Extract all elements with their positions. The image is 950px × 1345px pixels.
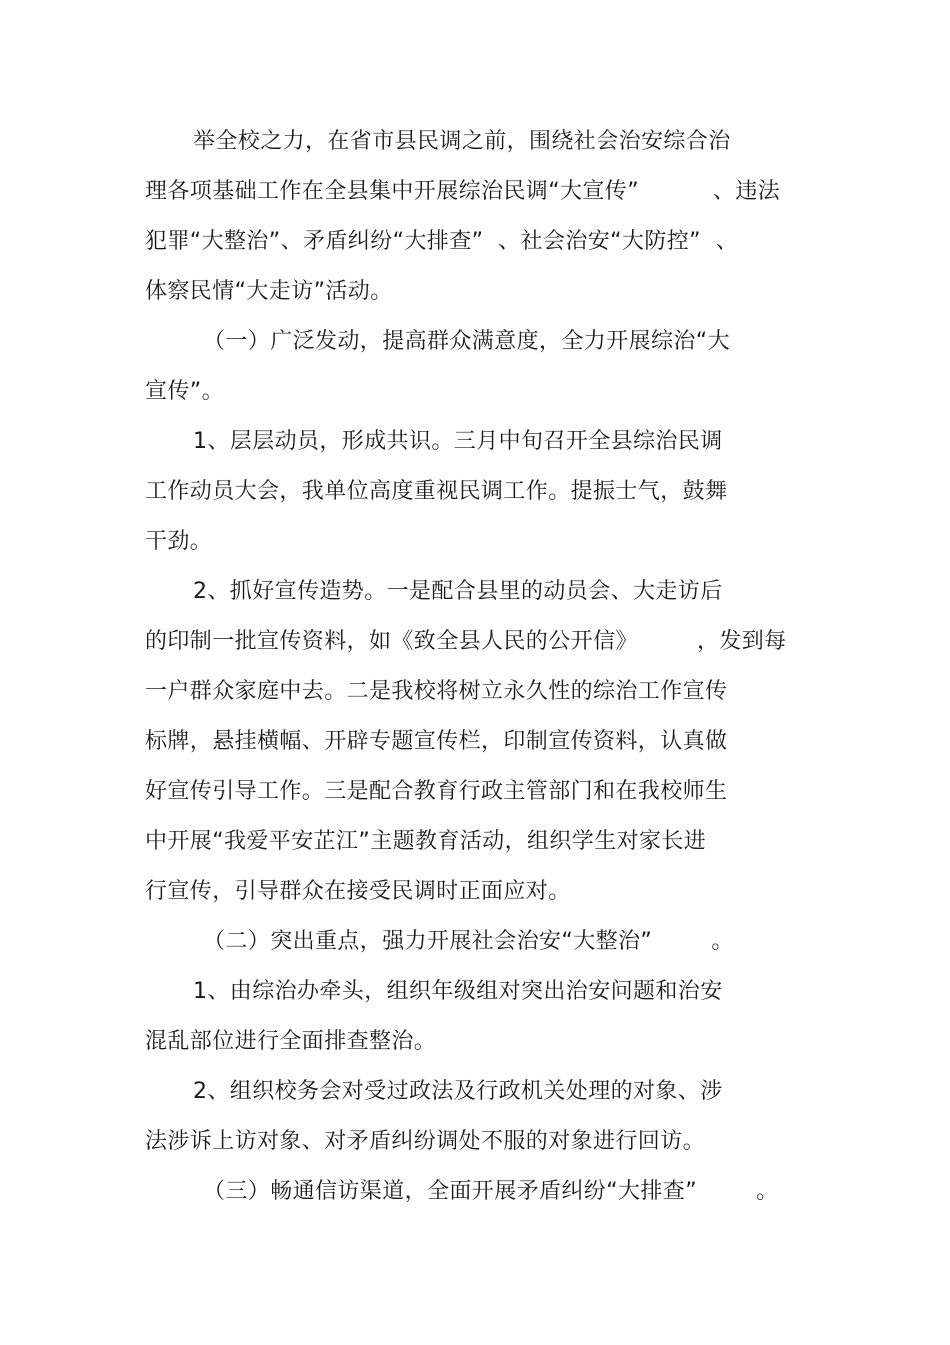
paragraph-line: 干劲。 <box>145 529 213 554</box>
paragraph-line: 标牌，悬挂横幅、开辟专题宣传栏，印制宣传资料，认真做 <box>145 729 728 754</box>
paragraph-line: 好宣传引导工作。三是配合教育行政主管部门和在我校师生 <box>145 779 728 804</box>
paragraph-line: 举全校之力，在省市县民调之前，围绕社会治安综合治 <box>193 129 731 154</box>
paragraph-line: 体察民情“大走访”活动。 <box>145 279 393 304</box>
paragraph-line: 犯罪“大整治”、矛盾纠纷“大排查” 、社会治安“大防控” 、 <box>145 229 739 254</box>
paragraph-line: 2、抓好宣传造势。一是配合县里的动员会、大走访后 <box>193 579 723 604</box>
paragraph-line: 1、层层动员，形成共识。三月中旬召开全县综治民调 <box>193 429 723 454</box>
section-heading-1-cont: 宣传”。 <box>145 379 224 404</box>
section-heading-1: （一）广泛发动，提高群众满意度，全力开展综治“大 <box>203 329 730 354</box>
paragraph-line: 2、组织校务会对受过政法及行政机关处理的对象、涉 <box>193 1079 723 1104</box>
paragraph-line: 法涉诉上访对象、对矛盾纠纷调处不服的对象进行回访。 <box>145 1129 706 1154</box>
paragraph-line: 的印制一批宣传资料，如《致全县人民的公开信》 ，发到每 <box>145 629 787 654</box>
paragraph-line: 行宣传，引导群众在接受民调时正面应对。 <box>145 879 571 904</box>
section-heading-2: （二）突出重点，强力开展社会治安“大整治” 。 <box>203 929 734 954</box>
paragraph-line: 工作动员大会，我单位高度重视民调工作。提振士气，鼓舞 <box>145 479 728 504</box>
paragraph-line: 1、由综治办牵头，组织年级组对突出治安问题和治安 <box>193 979 723 1004</box>
section-heading-3: （三）畅通信访渠道，全面开展矛盾纠纷“大排查” 。 <box>203 1179 779 1204</box>
paragraph-line: 混乱部位进行全面排查整治。 <box>145 1029 437 1054</box>
paragraph-line: 中开展“我爱平安芷江”主题教育活动，组织学生对家长进 <box>145 829 707 854</box>
paragraph-line: 一户群众家庭中去。二是我校将树立永久性的综治工作宣传 <box>145 679 728 704</box>
paragraph-line: 理各项基础工作在全县集中开展综治民调“大宣传” 、违法 <box>145 179 781 204</box>
